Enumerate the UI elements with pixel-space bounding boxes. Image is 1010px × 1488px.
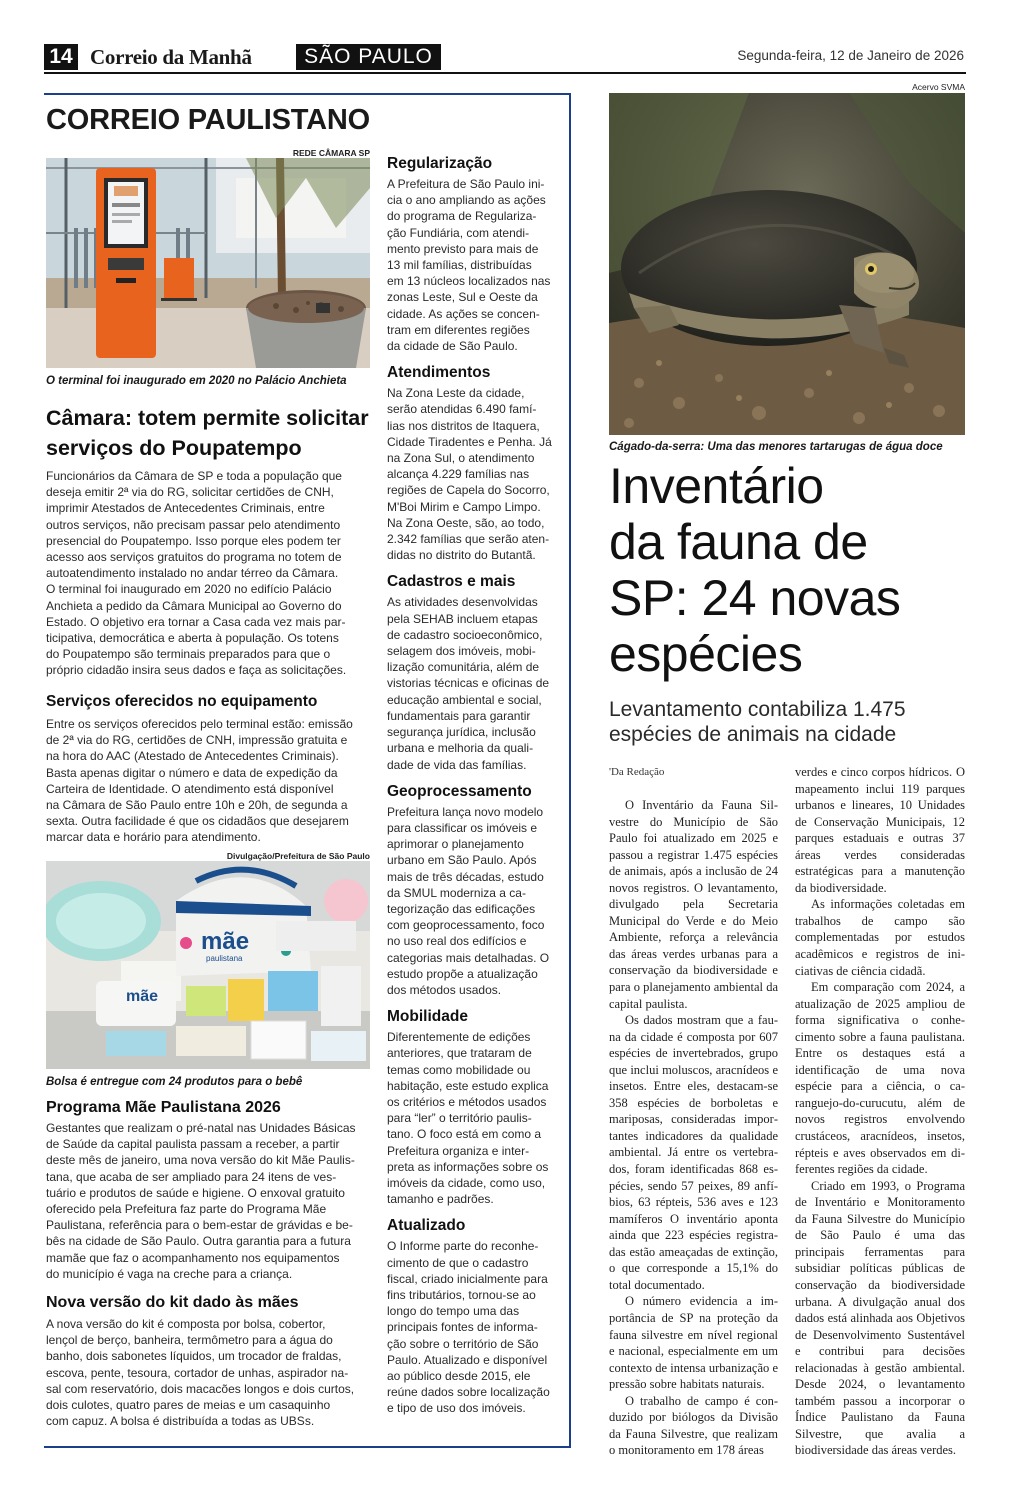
- photo-credit: Divulgação/Prefeitura de São Paulo: [226, 851, 370, 861]
- text-line: estudo propõe a atualização: [387, 966, 538, 981]
- text-line: cia o ano ampliando as ações: [387, 193, 546, 208]
- sidebar-heading: Cadastros e mais: [387, 573, 516, 591]
- sidebar-body: [387, 1238, 559, 1416]
- text-line: presencial do Poupatempo. Isso porque eles podem ter: [46, 533, 341, 548]
- text-line: didas no distrito do Butantã.: [387, 548, 536, 563]
- text-line: vistorias técnicas e oficinas de: [387, 676, 550, 691]
- text-line: mamãe que faz o acompanhamento nos equipamentos: [46, 1250, 340, 1265]
- sidebar-heading: Regularização: [387, 155, 493, 172]
- paragraph: O número evidencia a importância de SP na proteção da fauna silvestre em nível regional e nacional, especialmente em um contexto de intensa urbanização e pressão sobre habitats naturais.: [609, 1294, 778, 1392]
- subheadline: [609, 697, 969, 747]
- text-line: Cidade Tiradentes e Penha. Já: [387, 434, 552, 449]
- box-right-border: [569, 93, 571, 1448]
- deck-line: Levantamento contabiliza 1.475: [609, 698, 906, 721]
- text-line: e tipo de uso dos imóveis.: [387, 1401, 526, 1416]
- text-line: categorias mais detalhadas. O: [387, 950, 550, 965]
- paragraph: O trabalho de campo é conduzido por biólogos da Divisão da Fauna Silvestre, que realizam o monitoramento em 178 áreas: [609, 1393, 778, 1458]
- sidebar-column: [387, 155, 559, 1417]
- paragraph: Criado em 1993, o Programa de Inventário e Monitoramento da Fauna Silvestre do Município de São Paulo é uma das principais ferramentas para subsidiar políticas públicas de conservação da biodiversidade urbana. A divulgação anual dos dados está alinhada aos Objetivos de Desenvolvimento Sustentável e contribui para decisões relacionadas à gestão ambiental. Desde 2024, o levantamento também passou a incorporar o Índice Paulistano da Fauna Silvestre, que avalia a biodiversidade das áreas verdes.: [795, 1178, 965, 1458]
- issue-date: Segunda-feira, 12 de Janeiro de 2026: [737, 48, 964, 63]
- text-line: A Prefeitura de São Paulo ini-: [387, 177, 545, 191]
- text-line: Carteira de Identidade. O atendimento está disponível: [46, 781, 334, 796]
- article-title-line-1: Câmara: totem permite solicitar: [46, 406, 369, 430]
- article-body: [46, 1316, 372, 1429]
- photo-credit: Acervo SVMA: [912, 82, 965, 92]
- text-line: da SMUL moderniza a ca-: [387, 885, 526, 900]
- box-bottom-border: [44, 1446, 571, 1448]
- article-title: Programa Mãe Paulistana 2026: [46, 1099, 281, 1116]
- sidebar-heading: Atualizado: [387, 1217, 466, 1235]
- text-line: sexta. Outra facilidade é que os cidadãos que desejarem: [46, 814, 349, 829]
- text-line: dos métodos usados.: [387, 982, 502, 997]
- text-line: 13 mil famílias, distribuídas: [387, 258, 532, 273]
- text-line: deseja emitir 2ª via do RG, solicitar certidões de CNH,: [46, 485, 334, 500]
- text-line: A nova versão do kit é composta por bolsa, cobertor,: [46, 1317, 326, 1331]
- text-line: tana, que acaba de ser ampliado para 24 itens de ves-: [46, 1169, 337, 1184]
- photo-caption: Bolsa é entregue com 24 produtos para o bebê: [46, 1076, 303, 1088]
- article-body: [46, 1120, 372, 1282]
- text-line: O Informe parte do reconhe-: [387, 1239, 539, 1254]
- column-kicker: CORREIO PAULISTANO: [46, 104, 370, 136]
- photo-caption: O terminal foi inaugurado em 2020 no Palácio Anchieta: [46, 375, 347, 387]
- text-line: Entre os serviços oferecidos pelo terminal estão: emissão: [46, 717, 353, 731]
- article-body: [46, 468, 372, 679]
- text-line: As atividades desenvolvidas: [387, 595, 538, 610]
- text-line: longo do tempo uma das: [387, 1304, 520, 1319]
- article-subhead: Nova versão do kit dado às mães: [46, 1294, 299, 1311]
- text-line: escova, pente, tesoura, cortador de unhas, aspirador na-: [46, 1365, 349, 1380]
- text-line: regiões de Capela do Socorro,: [387, 483, 550, 498]
- text-line: ao público desde 2015, ele: [387, 1369, 531, 1383]
- text-line: Anchieta a pedido da Câmara Municipal ao Governo do: [46, 598, 342, 613]
- text-line: do Poupatempo são terminais preparados para que o: [46, 647, 331, 662]
- text-line: oferecido pela Prefeitura faz parte do Programa Mãe: [46, 1202, 327, 1217]
- text-line: ticipativa, democrática e aberta à população. Os totens: [46, 631, 339, 646]
- text-line: dois culotes, quatro pares de meias e um casaquinho: [46, 1398, 331, 1413]
- text-line: ção Fundiária, com atendi-: [387, 225, 530, 240]
- paragraph: verdes e cinco corpos hídricos. O mapeamento inclui 119 parques urbanos e lineares, 10 Unidades de Conservação Municipais, 12 parques estaduais e outras 37 áreas verdes consideradas estratégicas para a manutenção da biodiversidade.: [795, 765, 965, 895]
- text-line: de 2ª via do RG, certidões de CNH, impressão gratuita e: [46, 733, 348, 748]
- text-line: em 13 núcleos localizados nas: [387, 274, 551, 289]
- text-line: Na Zona Leste da cidade,: [387, 386, 525, 401]
- text-line: na Zona Sul, o atendimento: [387, 451, 535, 466]
- section-label: SÃO PAULO: [296, 44, 441, 70]
- paragraph: As informações coletadas em trabalhos de campo são complementadas por estudos acadêmicos e registros de iniciativas de ciência cidadã.: [795, 897, 965, 978]
- main-headline: [609, 458, 969, 682]
- text-line: pela SEHAB incluem etapas: [387, 611, 538, 626]
- text-line: alcança 4.229 famílias nas: [387, 467, 530, 482]
- text-line: Paulo. Atualizado e disponível: [387, 1352, 548, 1367]
- text-line: mais de três décadas, estudo: [387, 869, 544, 884]
- text-line: com geoprocessamento, foco: [387, 918, 545, 933]
- photo-caption: Cágado-da-serra: Uma das menores tartarugas de água doce: [609, 441, 943, 453]
- text-line: do programa de Regulariza-: [387, 209, 537, 224]
- text-line: de Saúde da capital paulista passam a receber, a partir: [46, 1137, 340, 1152]
- sidebar-heading: Atendimentos: [387, 364, 491, 382]
- page-number: 14: [44, 44, 78, 70]
- text-line: Prefeitura organiza e inter-: [387, 1143, 530, 1158]
- text-line: banho, dois sabonetes líquidos, um trocador de fraldas,: [46, 1349, 342, 1364]
- text-line: mento previsto para mais de: [387, 241, 539, 256]
- text-line: outros serviços, não precisam passar pelo atendimento: [46, 517, 341, 532]
- paragraph: Os dados mostram que a fauna da cidade é composta por 607 espécies de invertebrados, grupo que inclui moluscos, aracnídeos e insetos. Entre eles, destacam-se 358 espécies de borboletas e mariposas, consideradas importantes indicadores da qualidade ambiental. Já entre os vertebrados, foram identificadas 868 espécies, sendo 57 peixes, 89 anfíbios, 63 répteis, 536 aves e 123 mamíferos O inventário aponta ainda que 223 espécies registradas estão ameaçadas de extinção, o que corresponde a 15,1% do total documentado.: [609, 1013, 778, 1292]
- text-line: Gestantes que realizam o pré-natal nas Unidades Básicas: [46, 1121, 356, 1135]
- text-line: M'Boi Mirim e Campo Limpo.: [387, 499, 541, 514]
- text-line: ção sobre o território de São: [387, 1336, 539, 1351]
- bag-logo-subtext: paulistana: [206, 954, 243, 963]
- photo-credit: REDE CÂMARA SP: [292, 148, 370, 158]
- text-line: marcar data e horário para atendimento.: [46, 830, 261, 845]
- sidebar-body: [387, 385, 559, 563]
- text-line: bês na cidade de São Paulo. Outra garantia para a futura: [46, 1234, 351, 1249]
- paragraph: O Inventário da Fauna Silvestre do Município de São Paulo foi atualizado em 2025 e passou a registrar 1.475 espécies de animais, após a inclusão de 24 novos registros. O levantamento, divulgado pela Secretaria Municipal do Verde e do Meio Ambiente, reforça a relevância das áreas verdes urbanas para a conservação da biodiversidade e para o planejamento ambiental da capital paulista.: [609, 798, 778, 1011]
- text-line: Prefeitura lança novo modelo: [387, 804, 544, 819]
- text-line: sal com reservatório, dois macacões longos e dois curtos,: [46, 1381, 355, 1396]
- text-line: anteriores, que trataram de: [387, 1046, 532, 1061]
- text-line: Funcionários da Câmara de SP e toda a população que: [46, 469, 342, 483]
- box-top-border: [44, 93, 571, 95]
- headline-line: Inventário: [609, 458, 824, 514]
- text-line: Estado. O objetivo era tornar a Casa cada vez mais par-: [46, 614, 346, 629]
- turtle-photo: [609, 93, 965, 435]
- article-column-2: [795, 764, 965, 1459]
- text-line: serão atendidas 6.490 famí-: [387, 402, 537, 417]
- text-line: habitação, este estudo explica: [387, 1078, 549, 1093]
- text-line: reúne dados sobre localização: [387, 1385, 550, 1400]
- text-line: selagem dos imóveis, mobi-: [387, 644, 536, 659]
- text-line: aprimorar o planejamento: [387, 837, 524, 852]
- text-line: lias nos distritos de Itaquera,: [387, 418, 540, 433]
- text-line: deste mês de janeiro, uma nova versão do kit Mãe Paulis-: [46, 1153, 355, 1168]
- text-line: urbano em São Paulo. Após: [387, 853, 537, 868]
- text-line: da cidade de São Paulo.: [387, 339, 518, 354]
- sidebar-body: [387, 1029, 559, 1207]
- text-line: os critérios e métodos usados: [387, 1094, 547, 1109]
- text-line: tegorização das edificações: [387, 901, 536, 916]
- text-line: educação ambiental e social,: [387, 692, 542, 707]
- text-line: Diferentemente de edições: [387, 1030, 531, 1045]
- text-line: cimento de que o cadastro: [387, 1255, 529, 1270]
- text-line: cidade. As ações se concen-: [387, 306, 540, 321]
- text-line: preta as informações sobre os: [387, 1159, 549, 1174]
- newspaper-name: Correio da Manhã: [90, 45, 252, 69]
- text-line: O terminal foi inaugurado em 2020 no edifício Palácio: [46, 582, 332, 597]
- sidebar-heading: Mobilidade: [387, 1008, 468, 1026]
- headline-line: espécies: [609, 626, 803, 682]
- text-line: imprimir Atestados de Antecedentes Criminais, entre: [46, 501, 325, 516]
- headline-line: da fauna de: [609, 514, 868, 570]
- headline-line: SP: 24 novas: [609, 570, 901, 626]
- text-line: tano. O foco está em como a: [387, 1127, 542, 1142]
- text-line: na hora do AAC (Atestado de Antecedentes Criminais).: [46, 749, 339, 764]
- text-line: Paulistana, referência para o bem-estar de grávidas e be-: [46, 1218, 353, 1233]
- text-line: na Câmara de São Paulo entre 10h e 20h, de segunda a: [46, 798, 348, 813]
- text-line: lençol de berço, banheira, termômetro para a água do: [46, 1333, 333, 1348]
- article-subhead: Serviços oferecidos no equipamento: [46, 693, 318, 710]
- text-line: para “ler” o território paulis-: [387, 1111, 532, 1126]
- text-line: fundamentais para garantir: [387, 708, 531, 723]
- text-line: tram em diferentes regiões: [387, 322, 530, 337]
- sidebar-body: [387, 804, 559, 998]
- text-line: principais fontes de informa-: [387, 1320, 538, 1335]
- text-line: imóveis da cidade, como uso,: [387, 1175, 546, 1190]
- text-line: acesso aos serviços gratuitos do programa no totem de: [46, 550, 342, 565]
- bag-logo-text: mãe: [201, 928, 250, 955]
- maternity-kit-photo: [46, 861, 370, 1069]
- text-line: Na Zona Oeste, são, ao todo,: [387, 515, 545, 530]
- text-line: urbana e melhoria da quali-: [387, 741, 534, 756]
- text-line: com capuz. A bolsa é distribuída a todas as UBSs.: [46, 1414, 315, 1429]
- text-line: tamanho e padrões.: [387, 1192, 494, 1207]
- text-line: para classificar os imóveis e: [387, 820, 538, 835]
- text-line: próprio cidadão insira seus dados e faça as solicitações.: [46, 663, 347, 678]
- text-line: temas como mobilidade ou: [387, 1062, 531, 1077]
- text-line: fins tributários, tornou-se ao: [387, 1287, 536, 1302]
- text-line: dade de vida das famílias.: [387, 757, 527, 772]
- text-line: lização comunitária, além de: [387, 660, 540, 675]
- sidebar-body: [387, 594, 559, 772]
- text-line: no uso real dos edifícios e: [387, 934, 527, 949]
- text-line: autoatendimento instalado no andar térreo da Câmara.: [46, 566, 339, 581]
- bag-logo-text: mãe: [126, 988, 159, 1005]
- text-line: zonas Leste, Sul e Oeste da: [387, 290, 538, 305]
- text-line: 2.342 famílias que serão aten-: [387, 532, 550, 547]
- article-column-1: [609, 797, 778, 1459]
- text-line: Basta apenas digitar o número e data de expedição da: [46, 765, 338, 780]
- text-line: do município é vaga na creche para a criança.: [46, 1266, 293, 1281]
- header-rule: [44, 72, 966, 74]
- text-line: fiscal, criado inicialmente para: [387, 1271, 548, 1286]
- text-line: de cadastro socioeconômico,: [387, 627, 543, 642]
- sidebar-body: [387, 176, 559, 354]
- byline: 'Da Redação: [609, 766, 665, 778]
- article-title-line-2: serviços do Poupatempo: [46, 436, 302, 460]
- sidebar-heading: Geoprocessamento: [387, 782, 532, 800]
- paragraph: Em comparação com 2024, a atualização de 2025 ampliou de forma significativa o conhecimento sobre a fauna paulistana. Entre os destaques está a identificação de uma nova espécie para a ciência, o caranguejo-do-curucutu, além de novos registros envolvendo crustáceos, aracnídeos, insetos, répteis e aves observados em diferentes regiões da cidade.: [795, 980, 965, 1177]
- deck-line: espécies de animais na cidade: [609, 723, 897, 746]
- text-line: tuário e produtos de saúde e higiene. O enxoval gratuito: [46, 1185, 345, 1200]
- totem-photo: [46, 158, 370, 368]
- text-line: segurança jurídica, inclusão: [387, 725, 536, 740]
- article-body: [46, 716, 372, 846]
